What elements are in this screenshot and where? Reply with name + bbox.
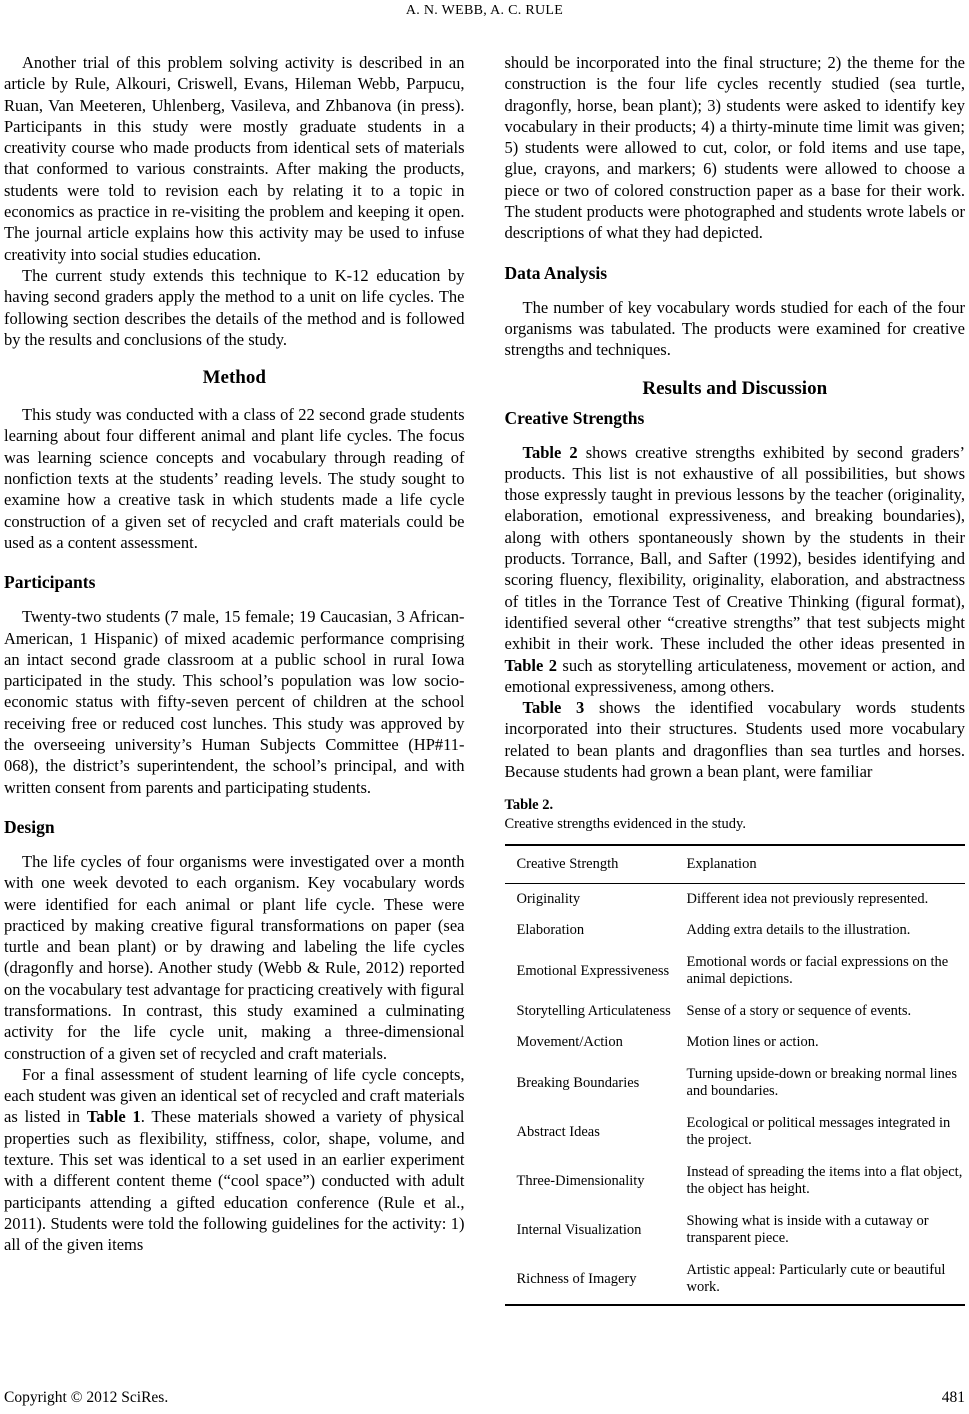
- heading-creative-strengths: Creative Strengths: [504, 407, 645, 428]
- text-run: shows the identified vocabulary words students incorporated into their structures. Students used more vocabulary related to bean plants and dragonflies than sea turtles and horses. Because students had grown a bean plant, were familiar: [504, 698, 966, 782]
- table2-header-creative-strength: Creative Strength: [505, 845, 687, 883]
- two-column-content: [4, 52, 965, 1306]
- heading-results-discussion: Results and Discussion: [642, 377, 828, 399]
- cell-explanation: Ecological or political messages integrated in the project.: [686, 1114, 951, 1149]
- cell-strength: Originality: [516, 890, 581, 907]
- cell-explanation: Emotional words or facial expressions on the animal depictions.: [686, 953, 949, 988]
- table-row: [505, 1027, 966, 1059]
- paragraph-data-analysis: The number of key vocabulary words studied for each of the four organisms was tabulated. The products were examined for creative strengths and techniques.: [504, 297, 965, 360]
- cell-explanation: Turning upside-down or breaking normal lines and boundaries.: [686, 1065, 958, 1100]
- paragraph-table3-discussion: [505, 697, 966, 782]
- table2: [505, 844, 966, 1306]
- table2-reference: Table 2: [504, 655, 557, 675]
- left-column: [4, 52, 465, 1306]
- table2-caption-text: Creative strengths evidenced in the study.: [504, 816, 746, 833]
- table-row: [505, 1059, 966, 1108]
- cell-strength: Abstract Ideas: [516, 1123, 600, 1140]
- paragraph-final-assessment: [4, 1064, 465, 1256]
- cell-strength: Movement/Action: [516, 1034, 623, 1051]
- text-run: For a final assessment of student learning of life cycle concepts, each student was given an identical set of recycled and craft materials as listed in: [4, 1064, 465, 1127]
- cell-explanation: Adding extra details to the illustration.: [686, 922, 911, 939]
- table2-caption-label: Table 2.: [504, 797, 554, 814]
- cell-explanation: Artistic appeal: Particularly cute or beautiful work.: [686, 1261, 946, 1296]
- running-head: A. N. WEBB, A. C. RULE: [405, 3, 564, 18]
- table3-reference: Table 3: [522, 698, 585, 718]
- cell-strength: Three-Dimensionality: [516, 1172, 645, 1189]
- cell-explanation: Showing what is inside with a cutaway or transparent piece.: [686, 1212, 929, 1247]
- page-number: 481: [941, 1389, 965, 1406]
- copyright-text: Copyright © 2012 SciRes.: [4, 1389, 169, 1406]
- heading-design: Design: [4, 816, 55, 837]
- cell-strength: Breaking Boundaries: [516, 1074, 640, 1091]
- page-footer: [4, 1389, 965, 1407]
- table2-reference: Table 2: [522, 442, 578, 462]
- cell-strength: Richness of Imagery: [516, 1270, 637, 1287]
- cell-strength: Internal Visualization: [516, 1221, 642, 1238]
- cell-strength: Emotional Expressiveness: [516, 962, 670, 979]
- paragraph-another-trial: Another trial of this problem solving activity is described in an article by Rule, Alkouri, Criswell, Evans, Hileman Webb, Parpucu, Ruan, Van Meeteren, Uhlenberg, Vasileva, and Zhbanova (in press). Participants in this study were mostly graduate students in a creativity course who made products from identical sets of materials that conformed to various constraints. After making the products, students were told to revision each by relating it to a topic in economics as practice in re-visiting the problem and keeping it open. The journal article explains how this activity may be used to infuse creativity into social studies education.: [4, 53, 465, 264]
- cell-explanation: Sense of a story or sequence of events.: [686, 1002, 912, 1019]
- text-run: . These materials showed a variety of physical properties such as flexibility, stiffness, color, shape, volume, and texture. This set was identical to a set used in an earlier experiment with a different content theme (“cool space”) conducted with adult participants attending a gifted education conference (Rule et al., 2011). Students were told the following guidelines for the activity: 1) all of the given items: [4, 1107, 465, 1255]
- table-row: [505, 1157, 966, 1206]
- table2-header-row: [505, 845, 966, 883]
- paragraph-participants: Twenty-two students (7 male, 15 female; 19 Caucasian, 3 African-American, 1 Hispanic) of mixed academic performance comprising an intact second grade classroom at a public school in rural Iowa participated in the study. This school’s population was low socio-economic status with fifty-seven percent of children at the school receiving free or reduced cost lunches. This study was approved by the overseeing university’s Human Subjects Committee (HP#11-068), the district’s superintendent, the school’s principal, and with written consent from parents and participating students.: [4, 607, 465, 797]
- paragraph-design-1: The life cycles of four organisms were investigated over a month with one week devoted to each organism. Key vocabulary words were identified for each animal or plant life cycle. These were practiced by making creative figural transformations on paper (sea turtle and bean plant) or by drawing and labeling the life cycles (dragonfly and horse). Another study (Webb & Rule, 2012) reported on the vocabulary test advantage for practicing creatively with figural transformations. In contrast, this study examined a culminating activity for the life cycle unit, making a three-dimensional construction of a given set of recycled and craft materials.: [4, 851, 465, 1063]
- text-run: such as storytelling articulateness, movement or action, and emotional expressiveness, among others.: [504, 655, 966, 696]
- table-row: [505, 996, 966, 1028]
- table1-reference: Table 1: [86, 1107, 141, 1127]
- cell-explanation: Different idea not previously represented.: [686, 890, 929, 907]
- table-row: [505, 915, 966, 947]
- cell-strength: Elaboration: [516, 922, 585, 939]
- paragraph-table2-discussion: [505, 442, 966, 698]
- paragraph-guidelines-continued: should be incorporated into the final structure; 2) the theme for the construction is the four life cycles recently studied (sea turtle, dragonfly, horse, bean plant); 3) students were asked to identify key vocabulary in their products; 4) a thirty-minute time limit was given; 5) students were allowed to cut, color, or fold items and use tape, glue, crayons, and markers; 6) students were allowed to choose a piece or two of colored construction paper as a base for their work. The student products were photographed and students wrote labels or descriptions of what they had depicted.: [504, 53, 965, 243]
- table-row: [505, 1206, 966, 1255]
- table-row: [505, 1108, 966, 1157]
- table2-caption: [505, 796, 966, 834]
- table-row: [505, 947, 966, 996]
- paragraph-this-study: This study was conducted with a class of 22 second grade students learning about four different animal and plant life cycles. The focus was learning science concepts and vocabulary through reading of nonfiction texts at the students’ reading levels. The study sought to examine how a creative task in which students made a life cycle construction of a given set of recycled and craft materials could be used as a content assessment.: [4, 405, 465, 552]
- right-column: [505, 52, 966, 1306]
- cell-strength: Storytelling Articulateness: [516, 1002, 671, 1019]
- table-row: [505, 1255, 966, 1305]
- table2-header-explanation: Explanation: [687, 845, 966, 883]
- heading-data-analysis: Data Analysis: [504, 262, 608, 283]
- cell-explanation: Motion lines or action.: [686, 1034, 819, 1051]
- cell-explanation: Instead of spreading the items into a flat object, the object has height.: [686, 1163, 963, 1198]
- heading-participants: Participants: [4, 572, 96, 593]
- heading-method: Method: [202, 367, 266, 389]
- table-row: [505, 883, 966, 915]
- text-run: shows creative strengths exhibited by second graders’ products. This list is not exhaustive of all possibilities, but shows those expressly taught in previous lessons by the teacher (originality, elaboration, emotional expressiveness, and breaking boundaries), along with others spontaneously shown by the students in their products. Torrance, Ball, and Safter (1992), besides identifying and scoring fluency, flexibility, originality, elaboration, and abstractness of titles in the Torrance Test of Creative Thinking (figural format), identified several other “creative strengths” that test subjects might exhibit in their work. These included the other ideas presented in: [504, 442, 965, 654]
- paragraph-current-study: The current study extends this technique to K-12 education by having second graders apply the method to a unit on life cycles. The following section describes the details of the method and is followed by the results and conclusions of the study.: [4, 265, 465, 349]
